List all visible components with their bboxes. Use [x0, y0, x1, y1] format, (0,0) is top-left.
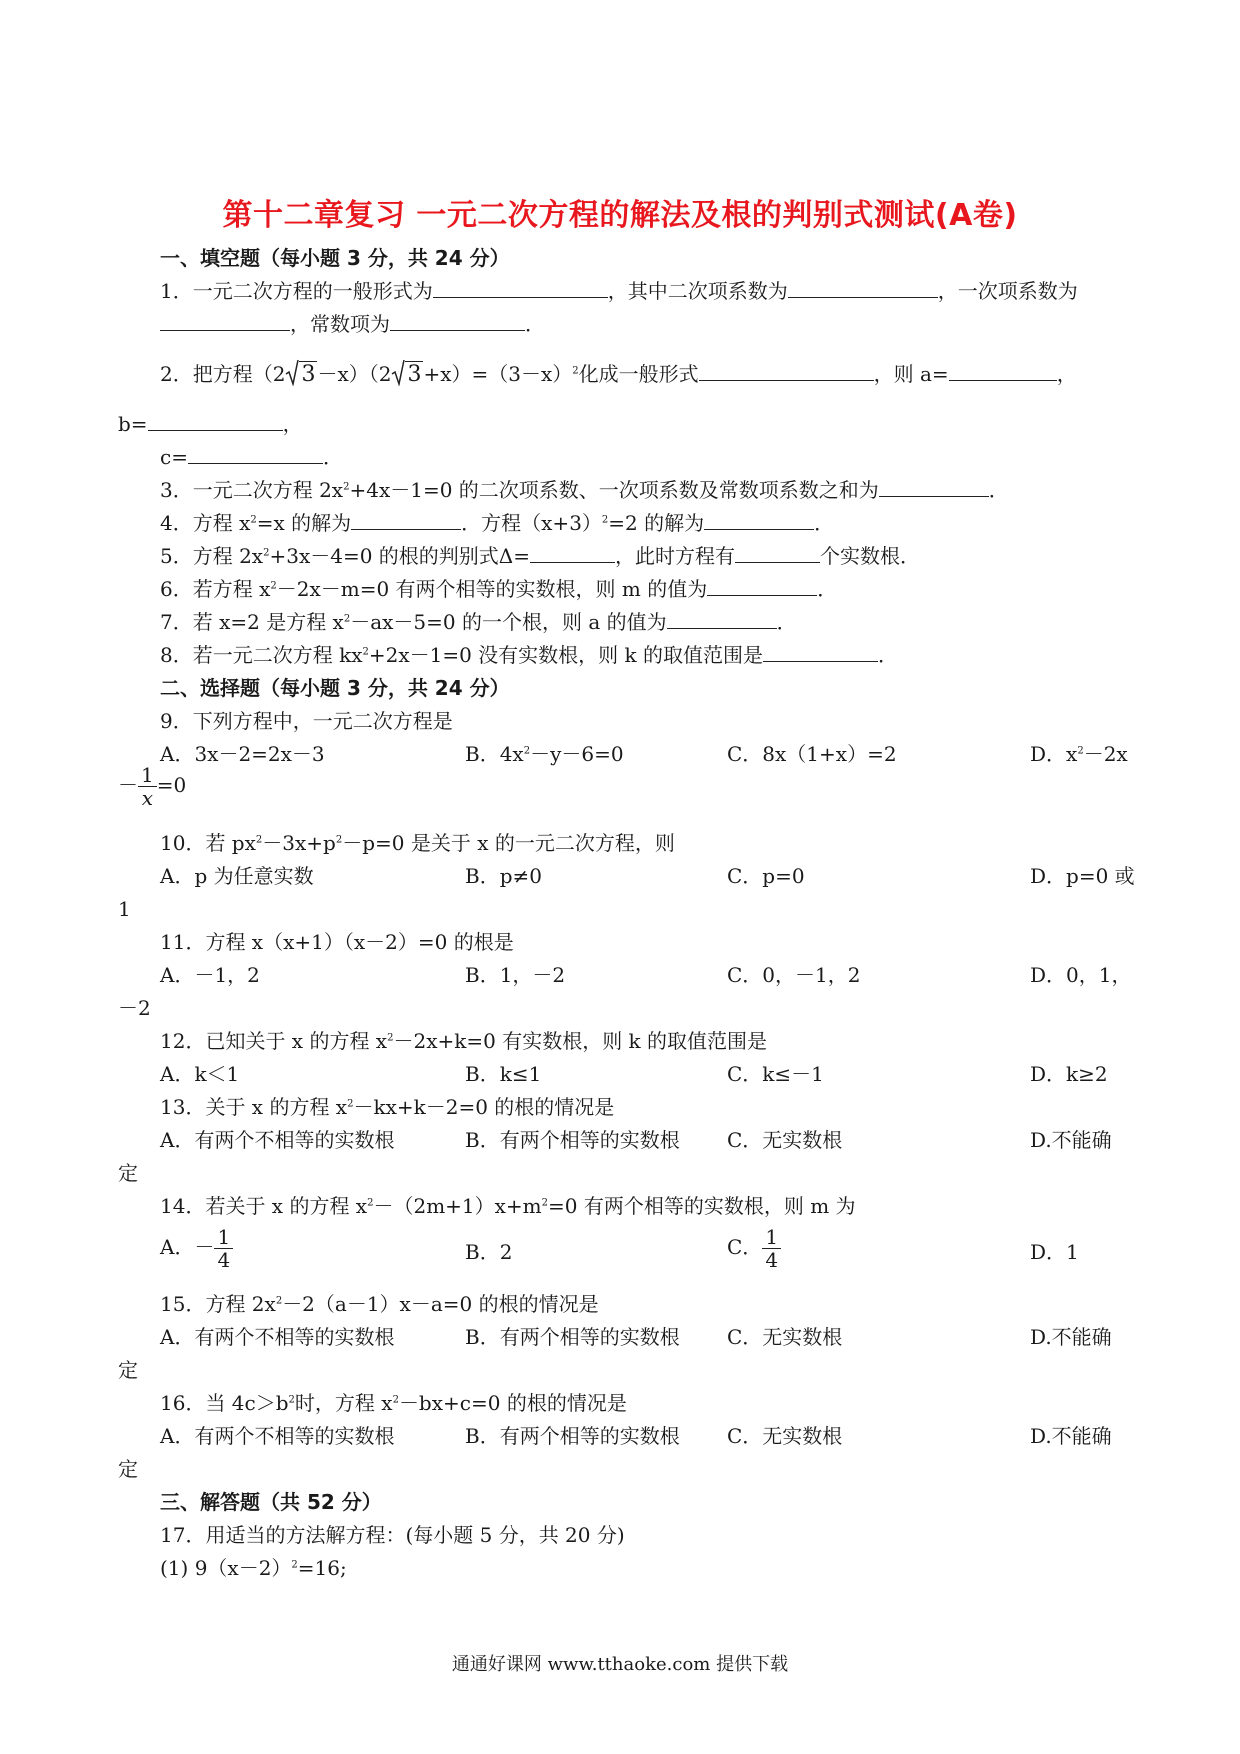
option-d-wrap: 1 [118, 897, 131, 921]
question-14: 14．若关于 x 的方程 $x^2-(2m+1)x+m^2=0$ 有两个相等的实数根，则 m 为 [160, 1194, 856, 1218]
question-11: 11．方程 x（x+1）（x－2）=0 的根是 [160, 930, 514, 954]
option-a: A．有两个不相等的实数根 [160, 1424, 395, 1448]
section-heading-solutions: 三、解答题（共 52 分） [160, 1490, 382, 1514]
option-d: D.不能确 [1030, 1325, 1112, 1349]
answer-blank [735, 542, 820, 563]
option-b: B．k≤1 [465, 1062, 542, 1086]
answer-blank [699, 360, 874, 381]
sqrt-expression: 3 [285, 360, 317, 389]
question-2: 2．把方程（2 3 －x）（2 $3 +x)=(3-x)^2$化成一般形式 ，则 a= ， [160, 362, 1077, 387]
section-heading-fill-in: 一、填空题（每小题 3 分，共 24 分） [160, 246, 510, 270]
question-1: 1．一元二次方程的一般形式为 ，其中二次项系数为 ，一次项系数为 [160, 279, 1078, 303]
question-9: 9．下列方程中，一元二次方程是 [160, 709, 453, 733]
question-5: 5．方程 $2x^2+3x-4=0$ 的根的判别式Δ= ，此时方程有 个实数根． [160, 544, 920, 568]
option-d: D．1 [1030, 1240, 1079, 1264]
answer-blank [707, 575, 817, 596]
option-d: D．p=0 或 [1030, 864, 1135, 888]
question-8: 8．若一元二次方程 $kx^2+2x-1=0$ 没有实数根，则 k 的取值范围是 ． [160, 643, 899, 667]
option-d-wrap: 定 [118, 1358, 138, 1382]
answer-blank [788, 277, 938, 298]
option-a: A．3x－2=2x－3 [160, 742, 325, 766]
option-a: A．p 为任意实数 [160, 864, 314, 888]
option-c: C．p=0 [727, 864, 805, 888]
question-13: 13．关于 x 的方程 $x^2-kx+k-2=0$ 的根的情况是 [160, 1095, 615, 1119]
answer-blank [763, 641, 878, 662]
answer-blank [433, 277, 608, 298]
question-2-cont2: c= ． [160, 445, 343, 469]
answer-blank [879, 476, 989, 497]
option-b: B．有两个相等的实数根 [465, 1424, 680, 1448]
question-12: 12．已知关于 x 的方程 $x^2-2x+k=0$ 有实数根，则 k 的取值范围是 [160, 1029, 768, 1053]
question-2-cont: b= ， [118, 412, 303, 436]
option-c: C．k≤－1 [727, 1062, 824, 1086]
answer-blank [704, 509, 814, 530]
option-d-wrap: － $\frac{1}{x}$ =0 [118, 763, 187, 810]
option-d-wrap: 定 [118, 1161, 138, 1185]
answer-blank [390, 310, 525, 331]
fraction: $\frac{1}{4}$ [762, 1226, 781, 1271]
question-16: 16．当 $4c>b^2$时，方程 $x^2-bx+c=0$ 的根的情况是 [160, 1391, 627, 1415]
sqrt-expression: 3 [391, 360, 423, 389]
question-3: 3．一元二次方程 $2x^2+4x-1=0$ 的二次项系数、一次项系数及常数项系数之和为 ． [160, 478, 1009, 502]
question-17-part-1: (1) $9(x-2)^2=16$; [160, 1556, 347, 1580]
question-10: 10．若 $px^2-3x+p^2-p=0$ 是关于 x 的一元二次方程，则 [160, 831, 675, 855]
option-c: C．0，－1，2 [727, 963, 861, 987]
answer-blank [188, 443, 323, 464]
option-d: D．0，1， [1030, 963, 1132, 987]
answer-blank [351, 509, 461, 530]
question-7: 7．若 x=2 是方程 $x^2-ax-5=0$ 的一个根，则 a 的值为 ． [160, 610, 797, 634]
option-d: D．k≥2 [1030, 1062, 1108, 1086]
option-a: A．－ $\frac{1}{4}$ [160, 1226, 233, 1271]
answer-blank [530, 542, 615, 563]
question-1-cont: ，常数项为 ． [160, 310, 545, 338]
option-b: B．2 [465, 1240, 513, 1264]
question-6: 6．若方程 $x^2-2x-m=0$ 有两个相等的实数根，则 m 的值为 ． [160, 577, 838, 601]
answer-blank [667, 608, 777, 629]
answer-blank [949, 360, 1057, 381]
option-c: C．无实数根 [727, 1128, 843, 1152]
question-15: 15．方程 $2x^2-2(a-1)x-a=0$ 的根的情况是 [160, 1292, 599, 1316]
fraction: $\frac{1}{x}$ [138, 764, 157, 809]
option-b: B．1，－2 [465, 963, 566, 987]
option-b: B．有两个相等的实数根 [465, 1325, 680, 1349]
option-c: C．无实数根 [727, 1424, 843, 1448]
option-c: C． $\frac{1}{4}$ [727, 1226, 781, 1271]
option-c: C．无实数根 [727, 1325, 843, 1349]
option-b: B．$4x^2-y-6=0$ [465, 742, 624, 766]
option-b: B．p≠0 [465, 864, 542, 888]
option-d-wrap: －2 [118, 996, 151, 1020]
page-footer: 通通好课网 www.tthaoke.com 提供下载 [451, 1654, 789, 1675]
option-a: A．有两个不相等的实数根 [160, 1128, 395, 1152]
option-a: A．－1，2 [160, 963, 260, 987]
option-d: D.不能确 [1030, 1128, 1112, 1152]
option-d: D.不能确 [1030, 1424, 1112, 1448]
option-a: A．有两个不相等的实数根 [160, 1325, 395, 1349]
question-4: 4．方程 $x^2=x$ 的解为 ．方程$(x+3)^2=2$ 的解为 ． [160, 511, 835, 535]
section-heading-multiple-choice: 二、选择题（每小题 3 分，共 24 分） [160, 676, 510, 700]
question-17: 17．用适当的方法解方程：(每小题 5 分，共 20 分) [160, 1523, 625, 1547]
option-c: C．8x（1+x）=2 [727, 742, 897, 766]
fraction: $\frac{1}{4}$ [214, 1226, 233, 1271]
option-d: D．$x^2-2x$ [1030, 742, 1128, 766]
option-b: B．有两个相等的实数根 [465, 1128, 680, 1152]
page-title: 第十二章复习 一元二次方程的解法及根的判别式测试(A卷) [222, 198, 1018, 233]
answer-blank [148, 410, 283, 431]
answer-blank [160, 310, 290, 331]
option-a: A．k＜1 [160, 1062, 240, 1086]
option-d-wrap: 定 [118, 1457, 138, 1481]
